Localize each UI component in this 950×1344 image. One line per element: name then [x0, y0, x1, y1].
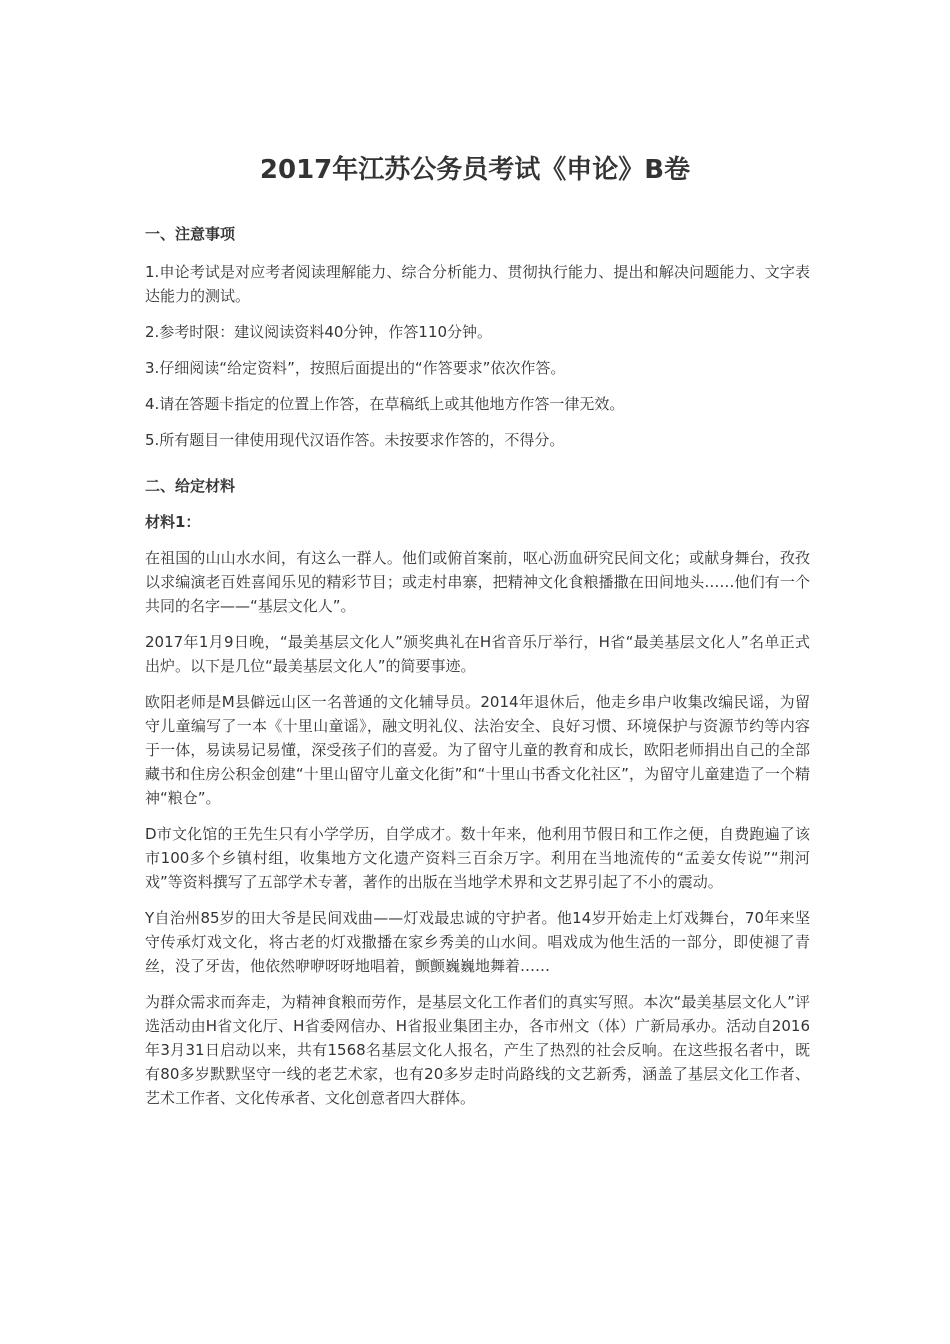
material-paragraph: D市文化馆的王先生只有小学学历，自学成才。数十年来，他利用节假日和工作之便，自费跑遍了该市100多个乡镇村组，收集地方文化遗产资料三百余万字。利用在当地流传的“孟姜女传说”“荆河戏”等资料撰写了五部学术专著，著作的出版在当地学术界和文艺界引起了不小的震动。	[145, 825, 810, 891]
material-paragraph: 2017年1月9日晚，“最美基层文化人”颁奖典礼在H省音乐厅举行，H省“最美基层文化人”名单正式出炉。以下是几位“最美基层文化人”的简要事迹。	[145, 633, 810, 675]
notice-item: 1.申论考试是对应考者阅读理解能力、综合分析能力、贯彻执行能力、提出和解决问题能力、文字表达能力的测试。	[145, 263, 810, 305]
material-paragraph: 欧阳老师是M县僻远山区一名普通的文化辅导员。2014年退休后，他走乡串户收集改编民谣，为留守儿童编写了一本《十里山童谣》，融文明礼仪、法治安全、良好习惯、环境保护与资源节约等内容于一体，易读易记易懂，深受孩子们的喜爱。为了留守儿童的教育和成长，欧阳老师捐出自己的全部藏书和住房公积金创建“十里山留守儿童文化街”和“十里山书香文化社区”，为留守儿童建造了一个精神“粮仓”。	[145, 693, 810, 807]
notice-item: 3.仔细阅读“给定资料”，按照后面提出的“作答要求”依次作答。	[145, 359, 566, 377]
document-body	[145, 222, 810, 1122]
material-paragraph: Y自治州85岁的田大爷是民间戏曲——灯戏最忠诚的守护者。他14岁开始走上灯戏舞台，70年来坚守传承灯戏文化，将古老的灯戏撒播在家乡秀美的山水间。唱戏成为他生活的一部分，即使褪了青丝，没了牙齿，他依然咿咿呀呀地唱着，颤颤巍巍地舞着……	[145, 909, 810, 975]
section-heading-materials: 二、给定材料	[145, 477, 236, 495]
notice-item: 4.请在答题卡指定的位置上作答，在草稿纸上或其他地方作答一律无效。	[145, 395, 625, 413]
material-paragraph: 在祖国的山山水水间，有这么一群人。他们或俯首案前，呕心沥血研究民间文化；或献身舞台，孜孜以求编演老百姓喜闻乐见的精彩节目；或走村串寨，把精神文化食粮播撒在田间地头……他们有一个共同的名字——“基层文化人”。	[145, 549, 810, 615]
notice-item: 5.所有题目一律使用现代汉语作答。未按要求作答的，不得分。	[145, 431, 565, 449]
notice-item: 2.参考时限：建议阅读资料40分钟，作答110分钟。	[145, 323, 493, 341]
material-paragraph: 为群众需求而奔走，为精神食粮而劳作，是基层文化工作者们的真实写照。本次“最美基层文化人”评选活动由H省文化厅、H省委网信办、H省报业集团主办，各市州文（体）广新局承办。活动自2016年3月31日启动以来，共有1568名基层文化人报名，产生了热烈的社会反响。在这些报名者中，既有80多岁默默坚守一线的老艺术家，也有20多岁走时尚路线的文艺新秀，涵盖了基层文化工作者、艺术工作者、文化传承者、文化创意者四大群体。	[145, 993, 810, 1107]
document-title: 2017年江苏公务员考试《申论》B卷	[259, 155, 691, 185]
section-heading-notice: 一、注意事项	[145, 225, 236, 243]
material-label: 材料1：	[145, 513, 201, 531]
